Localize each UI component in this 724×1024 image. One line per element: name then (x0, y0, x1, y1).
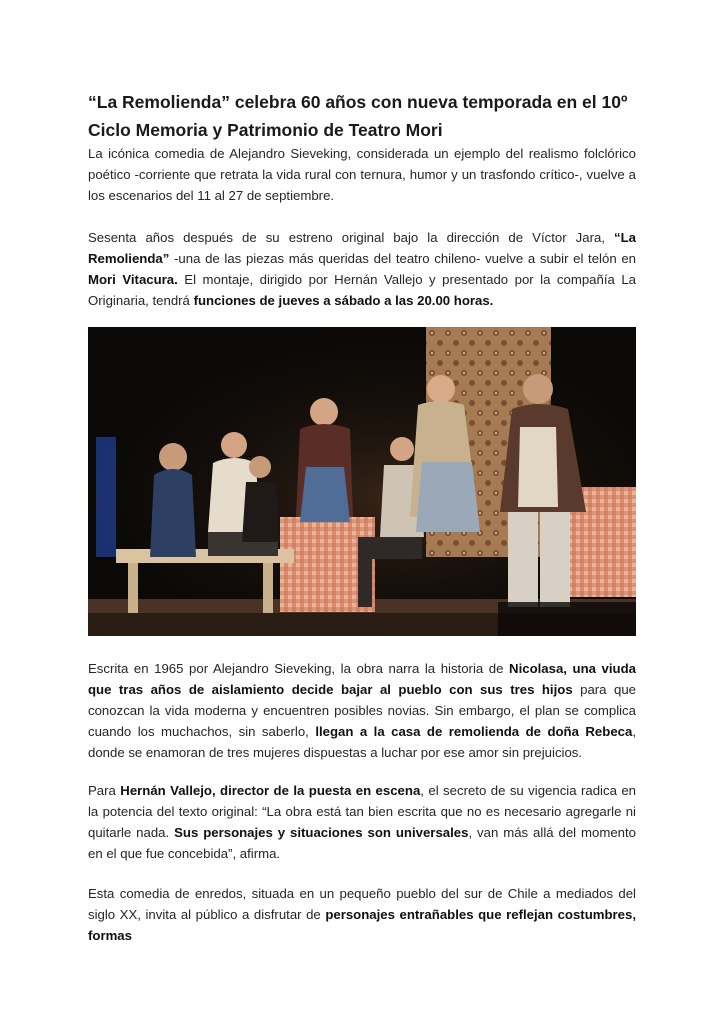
text-run: Sesenta años después de su estreno original bajo la dirección de Víctor Jara, (88, 230, 615, 245)
text-run: La icónica comedia de Alejandro Sieveking, considerada un ejemplo del realismo folclórico poético -corriente que retrata la vida rural con ternura, humor y un trasfondo crítico-, vuelve a los escenarios del 11 al 27 de septiembre. (88, 146, 636, 203)
bold-text-run: funciones de jueves a sábado a las 20.00 horas. (193, 293, 494, 308)
text-run: Escrita en 1965 por Alejandro Sieveking, la obra narra la historia de (88, 661, 510, 676)
text-run: Para (88, 783, 121, 798)
bold-text-run: Mori Vitacura. (88, 272, 178, 287)
bold-text-run: Nicolasa, una viuda que tras años de aislamiento decide bajar al pueblo con sus tres hijos (88, 661, 637, 697)
text-run: , van más allá del momento en el que fue concebida”, afirma. (88, 825, 636, 861)
text-run: Esta comedia de enredos, situada en un pequeño pueblo del sur de Chile a mediados del siglo XX, invita al público a disfrutar de (88, 886, 636, 922)
text-run: , el secreto de su vigencia radica en la potencia del texto original: “La obra está tan bien escrita que no es necesario agregarle ni quitarle nada. (88, 783, 637, 840)
bold-text-run: personajes entrañables que reflejan costumbres, formas (88, 907, 636, 943)
text-run: -una de las piezas más queridas del teatro chileno- vuelve a subir el telón en (169, 251, 636, 266)
intro-paragraph (88, 143, 636, 206)
paragraph-comedy (88, 883, 636, 946)
text-run: , donde se enamoran de tres mujeres dispuestas a luchar por ese amor sin prejuicios. (88, 724, 636, 760)
bold-text-run: Sus personajes y situaciones son universales (174, 825, 469, 840)
bold-text-run: Hernán Vallejo, director de la puesta en escena (120, 783, 421, 798)
bold-text-run: llegan a la casa de remolienda de doña Rebeca (315, 724, 633, 739)
text-run: El montaje, dirigido por Hernán Vallejo y presentado por la compañía La Originaria, tendrá (88, 272, 637, 308)
bold-text-run: “La Remolienda” (88, 230, 636, 266)
paragraph-plot (88, 658, 636, 763)
paragraph-director-quote (88, 780, 636, 864)
theater-scene-photo (88, 327, 636, 636)
article-title: “La Remolienda” celebra 60 años con nueva temporada en el 10º Ciclo Memoria y Patrimonio de Teatro Mori (88, 92, 628, 140)
text-run: para que conozcan la vida moderna y encuentren posibles novias. Sin embargo, el plan se complica cuando los muchachos, sin saberlo, (88, 682, 636, 739)
paragraph-premiere (88, 227, 636, 311)
